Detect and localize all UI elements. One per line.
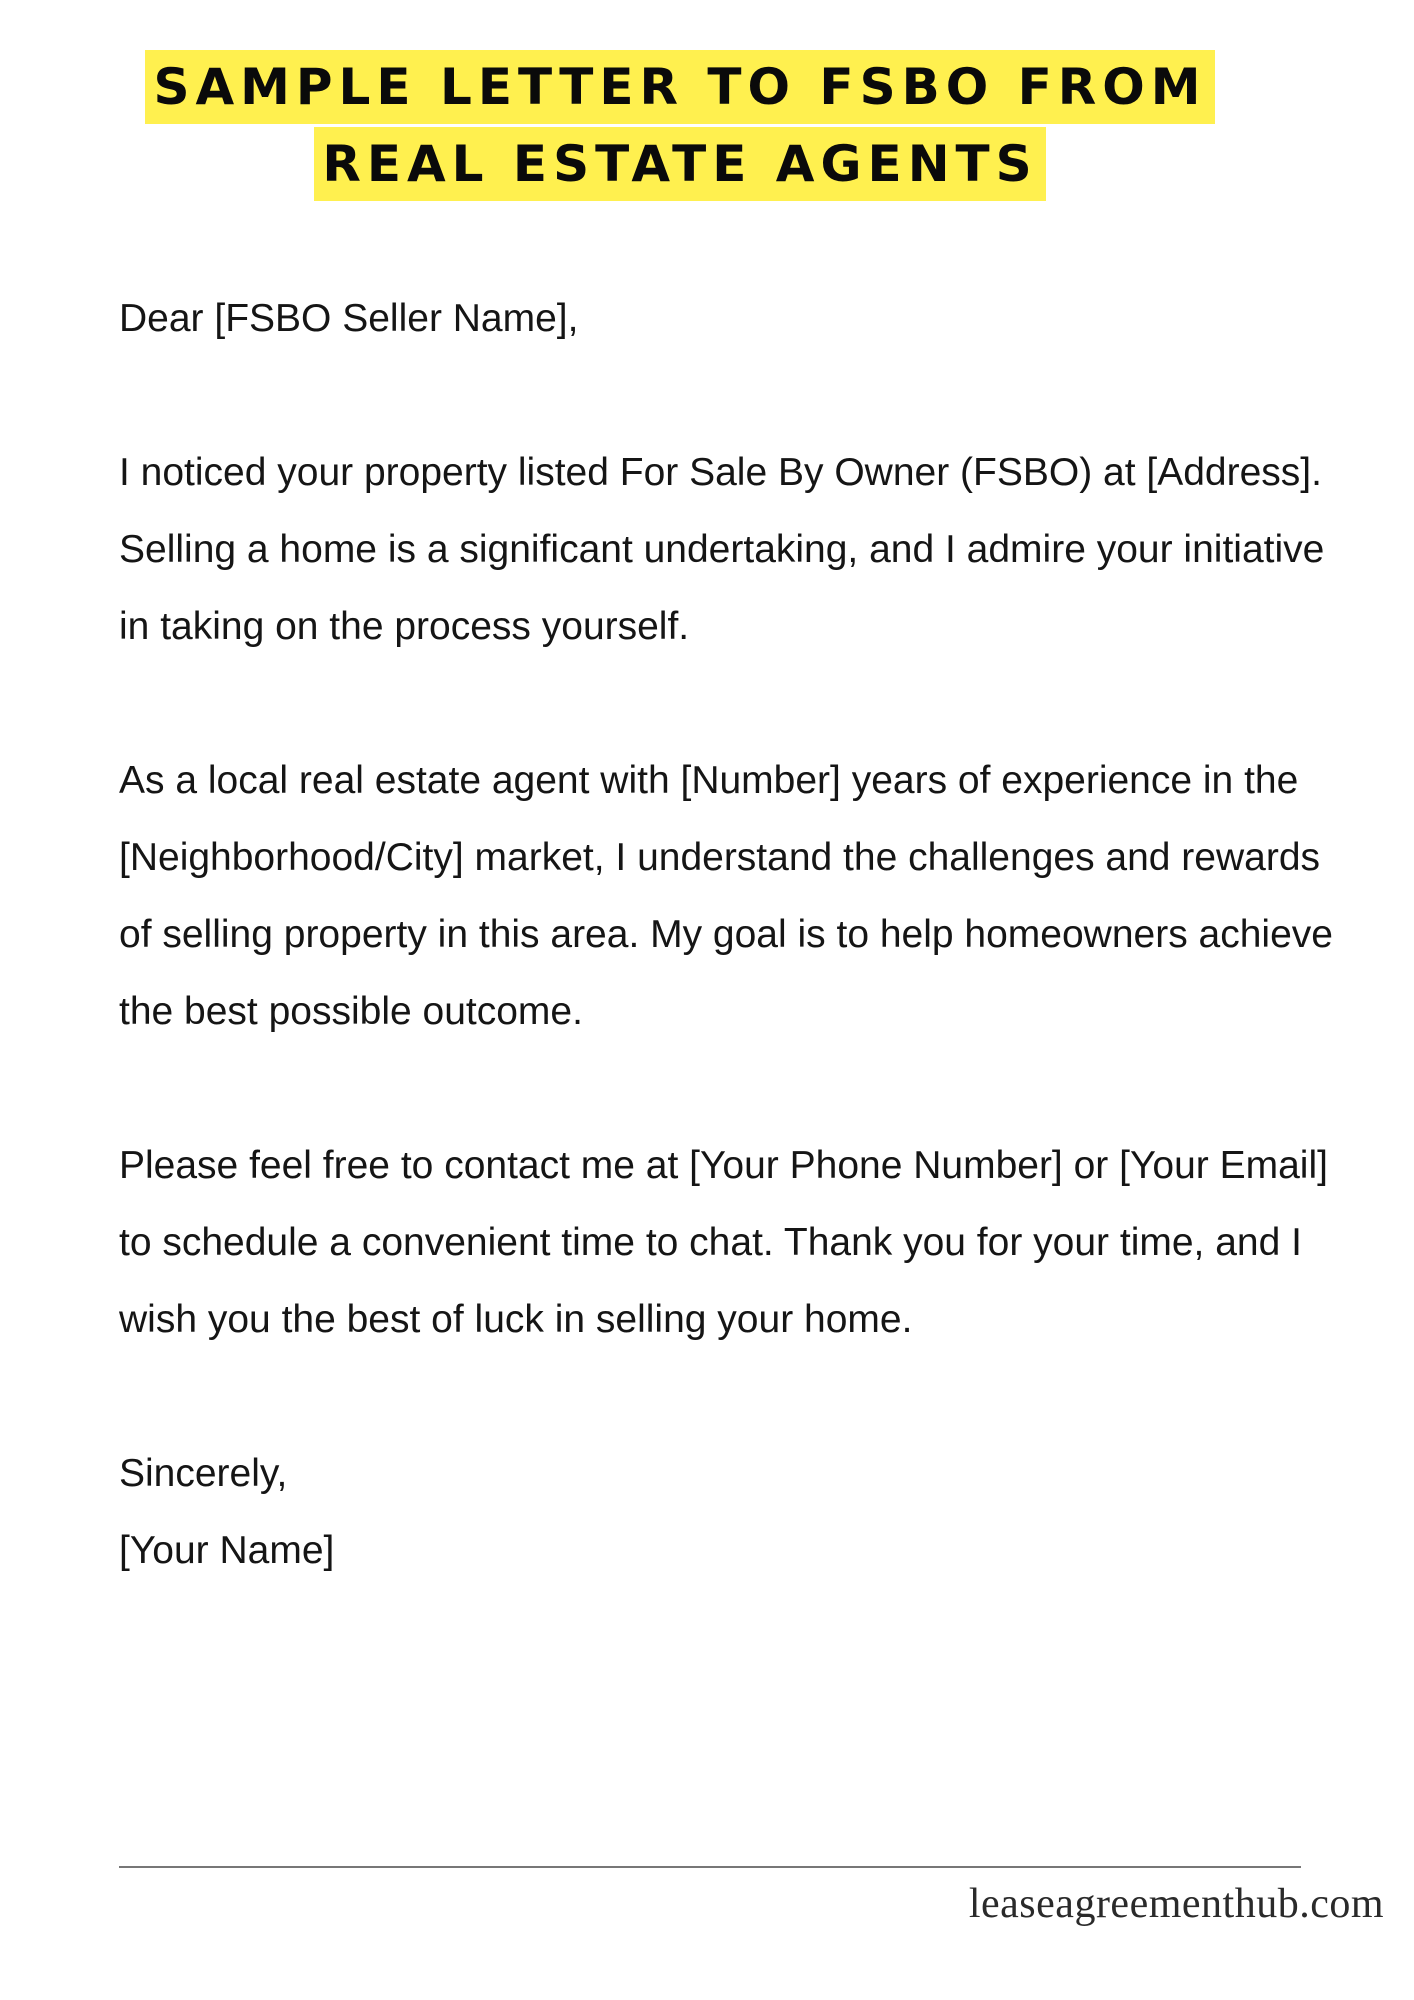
title-line-2: REAL ESTATE AGENTS (314, 127, 1045, 201)
letter-greeting: Dear [FSBO Seller Name], (119, 297, 579, 340)
letter-signature: [Your Name] (119, 1529, 335, 1572)
letter-closing: Sincerely, (119, 1452, 288, 1495)
letter-paragraph-2: As a local real estate agent with [Number] years of experience in the [Neighborhood/City] market, I understand the challenges and rewards of selling property in this area. My goal is to help homeowners achieve the best possible outcome. (119, 759, 1333, 1033)
document-title (0, 50, 1360, 201)
letter-paragraph-1: I noticed your property listed For Sale By Owner (FSBO) at [Address]. Selling a home is a significant undertaking, and I admire your initiative in taking on the process yourself. (119, 451, 1325, 648)
letter-paragraph-3: Please feel free to contact me at [Your Phone Number] or [Your Email] to schedule a convenient time to chat. Thank you for your time, and I wish you the best of luck in selling your home. (119, 1144, 1328, 1341)
footer-divider (119, 1866, 1301, 1868)
title-line-1: SAMPLE LETTER TO FSBO FROM (145, 50, 1214, 124)
letter-body (119, 280, 1359, 1589)
footer-website: leaseagreementhub.com (968, 1881, 1384, 1927)
